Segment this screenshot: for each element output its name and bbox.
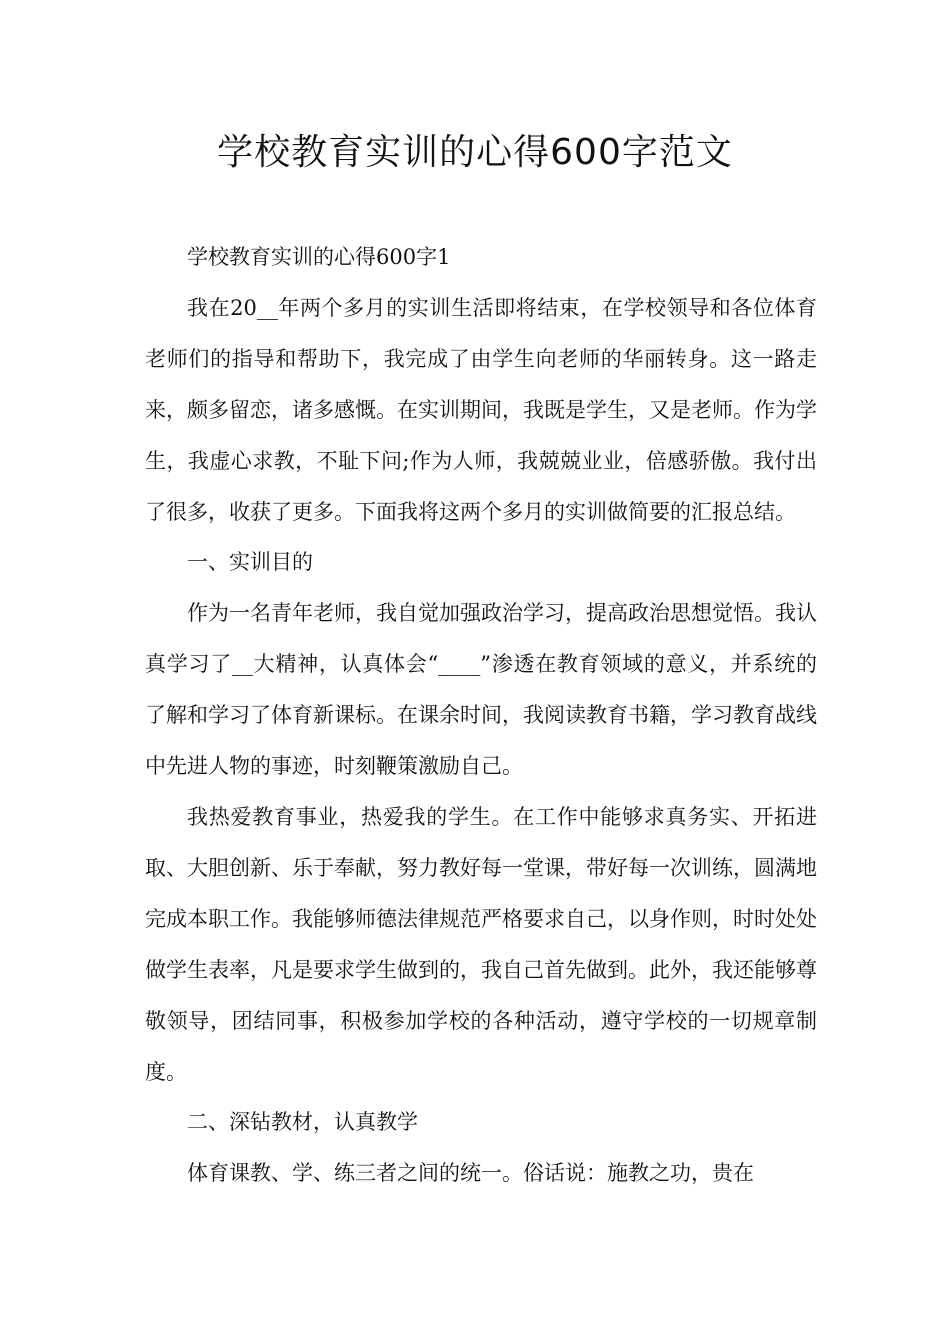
section-heading: 一、实训目的: [187, 550, 313, 575]
document-body: [145, 232, 817, 1199]
section-heading: 学校教育实训的心得600字1: [187, 245, 451, 269]
paragraph: 我热爱教育事业，热爱我的学生。在工作中能够求真务实、开拓进取、大胆创新、乐于奉献，努力教好每一堂课，带好每一次训练，圆满地完成本职工作。我能够师德法律规范严格要求自己，以身作则，时时处处做学生表率，凡是要求学生做到的，我自己首先做到。此外，我还能够尊敬领导，团结同事，积极参加学校的各种活动，遵守学校的一切规章制度。: [145, 804, 817, 1084]
paragraph: 作为一名青年老师，我自觉加强政治学习，提高政治思想觉悟。我认真学习了__大精神，认真体会“____”渗透在教育领域的意义，并系统的了解和学习了体育新课标。在课余时间，我阅读教育书籍，学习教育战线中先进人物的事迹，时刻鞭策激励自己。: [145, 601, 817, 779]
section-heading: 二、深钻教材，认真教学: [187, 1110, 418, 1135]
paragraph: 体育课教、学、练三者之间的统一。俗话说：施教之功，贵在: [187, 1161, 754, 1186]
paragraph: 我在20__年两个多月的实训生活即将结束，在学校领导和各位体育老师们的指导和帮助下，我完成了由学生向老师的华丽转身。这一路走来，颇多留恋，诸多感慨。在实训期间，我既是学生，又是老师。作为学生，我虚心求教，不耻下问;作为人师，我兢兢业业，倍感骄傲。我付出了很多，收获了更多。下面我将这两个多月的实训做简要的汇报总结。: [145, 295, 817, 524]
document-title: 学校教育实训的心得600字范文: [217, 132, 733, 173]
